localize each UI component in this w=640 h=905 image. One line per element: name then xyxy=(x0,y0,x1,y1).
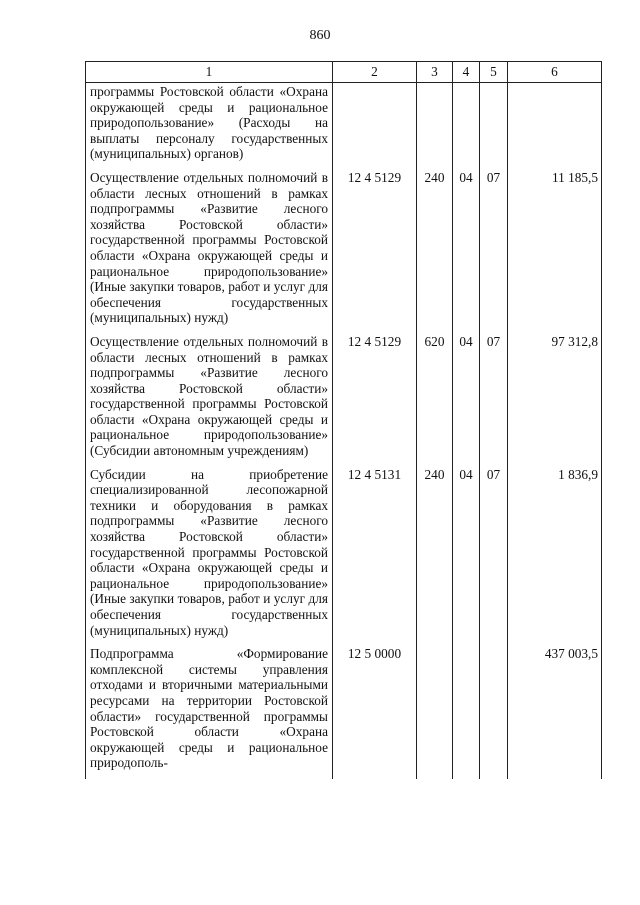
table-row xyxy=(86,170,602,334)
row-csr xyxy=(333,83,417,170)
row-amount: 11 185,5 xyxy=(508,170,602,334)
row-rz xyxy=(453,646,480,779)
row-csr: 12 4 5129 xyxy=(333,170,417,334)
page-number: 860 xyxy=(309,28,331,43)
row-pr xyxy=(480,83,508,170)
row-name: Подпрограмма «Формирование комплексной системы управления отходами и вторичными материальными ресурсами на территории Ростовской области» государственной программы Ростовской области «Охрана окружающей среды и рациональное природополь- xyxy=(86,646,333,779)
row-name: программы Ростовской области «Охрана окружающей среды и рациональное природопользование» (Расходы на выплаты персоналу государственных (муниципальных) органов) xyxy=(86,83,333,170)
row-amount xyxy=(508,83,602,170)
row-rz: 04 xyxy=(453,170,480,334)
row-vr xyxy=(417,646,453,779)
table-body xyxy=(86,83,602,779)
row-name: Субсидии на приобретение специализированной лесопожарной техники и оборудования в рамках подпрограммы «Развитие лесного хозяйства Ростовской области» государственной программы Ростовской области «Охрана окружающей среды и рациональное природопользование» (Иные закупки товаров, работ и услуг для обеспечения государственных (муниципальных) нужд) xyxy=(86,467,333,647)
row-vr xyxy=(417,83,453,170)
header-col-3: 3 xyxy=(417,62,453,83)
row-pr xyxy=(480,646,508,779)
row-amount: 1 836,9 xyxy=(508,467,602,647)
row-csr: 12 4 5129 xyxy=(333,334,417,467)
row-rz xyxy=(453,83,480,170)
header-col-1: 1 xyxy=(86,62,333,83)
table-header xyxy=(86,62,602,83)
row-pr: 07 xyxy=(480,334,508,467)
row-csr: 12 5 0000 xyxy=(333,646,417,779)
header-col-6: 6 xyxy=(508,62,602,83)
table-row xyxy=(86,83,602,170)
table-row xyxy=(86,646,602,779)
row-vr: 240 xyxy=(417,467,453,647)
table-row xyxy=(86,334,602,467)
row-vr: 240 xyxy=(417,170,453,334)
header-row xyxy=(86,62,602,83)
header-col-2: 2 xyxy=(333,62,417,83)
row-vr: 620 xyxy=(417,334,453,467)
budget-table xyxy=(85,61,602,779)
row-rz: 04 xyxy=(453,467,480,647)
row-rz: 04 xyxy=(453,334,480,467)
row-pr: 07 xyxy=(480,170,508,334)
row-name: Осуществление отдельных полномочий в области лесных отношений в рамках подпрограммы «Развитие лесного хозяйства Ростовской области» государственной программы Ростовской области «Охрана окружающей среды и рациональное природопользование» (Иные закупки товаров, работ и услуг для обеспечения государственных (муниципальных) нужд) xyxy=(86,170,333,334)
row-pr: 07 xyxy=(480,467,508,647)
row-name: Осуществление отдельных полномочий в области лесных отношений в рамках подпрограммы «Развитие лесного хозяйства Ростовской области» государственной программы Ростовской области «Охрана окружающей среды и рациональное природопользование» (Субсидии автономным учреждениям) xyxy=(86,334,333,467)
row-csr: 12 4 5131 xyxy=(333,467,417,647)
header-col-4: 4 xyxy=(453,62,480,83)
row-amount: 437 003,5 xyxy=(508,646,602,779)
header-col-5: 5 xyxy=(480,62,508,83)
row-amount: 97 312,8 xyxy=(508,334,602,467)
table-row xyxy=(86,467,602,647)
